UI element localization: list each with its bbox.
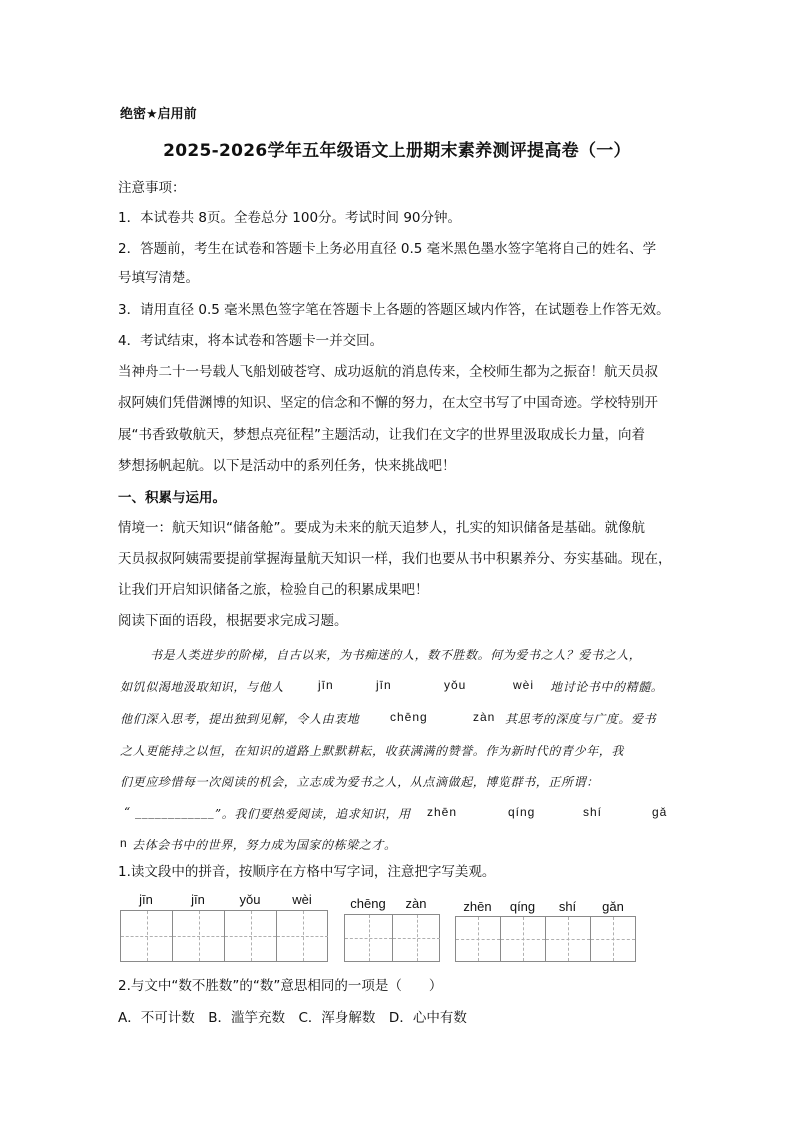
passage-line: 去体会书中的世界，努力成为国家的栋梁之才。	[132, 838, 397, 852]
grid-pinyin: gǎn	[602, 899, 624, 914]
grid-cell[interactable]	[345, 915, 393, 961]
passage-line: 书是人类进步的阶梯，自古以来，为书痴迷的人，数不胜数。何为爱书之人？爱书之人，	[150, 648, 642, 662]
page-title: 2025-2026学年五年级语文上册期末素养测评提高卷（一）	[163, 141, 631, 161]
pinyin: jīn	[318, 678, 334, 692]
passage-line: 之人更能持之以恒，在知识的道路上默默耕耘，收获满满的赞誉。作为新时代的青少年，我	[120, 744, 625, 758]
grid-cell[interactable]	[501, 917, 546, 961]
intro-line: 梦想扬帆起航。以下是活动中的系列任务，快来挑战吧！	[118, 458, 456, 474]
writing-grid[interactable]	[120, 910, 328, 962]
grid-cell[interactable]	[225, 911, 277, 961]
notes-item: 1．本试卷共 8页。全卷总分 100分。考试时间 90分钟。	[118, 210, 461, 226]
reading-instruction: 阅读下面的语段，根据要求完成习题。	[118, 613, 348, 629]
fill-blank: ____________	[135, 805, 215, 819]
section-heading: 一、积累与运用。	[118, 490, 226, 506]
pinyin: gǎ	[652, 805, 668, 819]
intro-line: 展“书香致敬航天，梦想点亮征程”主题活动，让我们在文字的世界里汲取成长力量，向着	[118, 427, 645, 443]
pinyin: zàn	[473, 710, 496, 724]
pinyin: n	[120, 836, 128, 850]
notes-item: 4．考试结束，将本试卷和答题卡一并交回。	[118, 333, 384, 349]
grid-pinyin: zàn	[405, 896, 427, 911]
passage-line: 他们深入思考，提出独到见解，令人由衷地	[120, 712, 360, 726]
pinyin: chēng	[390, 710, 428, 724]
passage-line: 其思考的深度与广度。爱书	[505, 712, 657, 726]
passage-line: 们更应珍惜每一次阅读的机会，立志成为爱书之人，从点滴做起，博览群书，正所谓：	[120, 775, 599, 789]
situation-line: 天员叔叔阿姨需要提前掌握海量航天知识一样，我们也要从书中积累养分、夯实基础。现在，	[118, 551, 672, 567]
pinyin: wèi	[513, 678, 535, 692]
grid-pinyin: chēng	[350, 896, 386, 911]
notes-item: 2．答题前，考生在试卷和答题卡上务必用直径 0.5 毫米黑色墨水签字笔将自己的姓名、学	[118, 241, 657, 257]
situation-line: 情境一：航天知识“储备舱”。要成为未来的航天追梦人，扎实的知识储备是基础。就像航	[118, 520, 645, 536]
writing-grid[interactable]	[455, 916, 636, 962]
intro-line: 叔阿姨们凭借渊博的知识、坚定的信念和不懈的努力，在太空书写了中国奇迹。学校特别开	[118, 395, 658, 411]
question-2-options: A．不可计数 B．滥竽充数 C．浑身解数 D．心中有数	[118, 1010, 467, 1026]
grid-pinyin: jīn	[191, 892, 205, 907]
pinyin: zhēn	[427, 805, 458, 819]
writing-grid[interactable]	[344, 914, 440, 962]
pinyin: qíng	[508, 805, 536, 819]
grid-pinyin: wèi	[292, 892, 312, 907]
grid-cell[interactable]	[277, 911, 328, 961]
pinyin: yǒu	[444, 678, 467, 692]
passage-line: ”。我们要热爱阅读，追求知识，用	[215, 807, 411, 821]
grid-pinyin: yǒu	[239, 892, 261, 907]
grid-cell[interactable]	[546, 917, 591, 961]
notes-heading: 注意事项：	[118, 180, 186, 196]
pinyin: jīn	[376, 678, 392, 692]
notes-item: 号填写清楚。	[118, 270, 199, 286]
notes-item: 3．请用直径 0.5 毫米黑色签字笔在答题卡上各题的答题区域内作答，在试题卷上作答无效。	[118, 302, 670, 318]
grid-cell[interactable]	[456, 917, 501, 961]
confidential-label: 绝密★启用前	[120, 107, 197, 122]
grid-pinyin: shí	[558, 899, 577, 914]
question-2-prompt: 2.与文中“数不胜数”的“数”意思相同的一项是（ ）	[118, 978, 443, 994]
pinyin: shí	[583, 805, 603, 819]
passage-line: 地讨论书中的精髓。	[550, 680, 664, 694]
situation-line: 让我们开启知识储备之旅，检验自己的积累成果吧！	[118, 582, 429, 598]
grid-pinyin: zhēn	[463, 899, 492, 914]
grid-cell[interactable]	[121, 911, 173, 961]
grid-pinyin: qíng	[509, 899, 536, 914]
passage-line: 如饥似渴地汲取知识，与他人	[120, 680, 284, 694]
grid-cell[interactable]	[591, 917, 635, 961]
grid-pinyin: jīn	[139, 892, 153, 907]
passage-line: “	[124, 805, 131, 819]
intro-line: 当神舟二十一号载人飞船划破苍穹、成功返航的消息传来，全校师生都为之振奋！航天员叔	[118, 364, 658, 380]
question-1-prompt: 1.读文段中的拼音，按顺序在方格中写字词，注意把字写美观。	[118, 864, 496, 880]
grid-cell[interactable]	[393, 915, 440, 961]
grid-cell[interactable]	[173, 911, 225, 961]
